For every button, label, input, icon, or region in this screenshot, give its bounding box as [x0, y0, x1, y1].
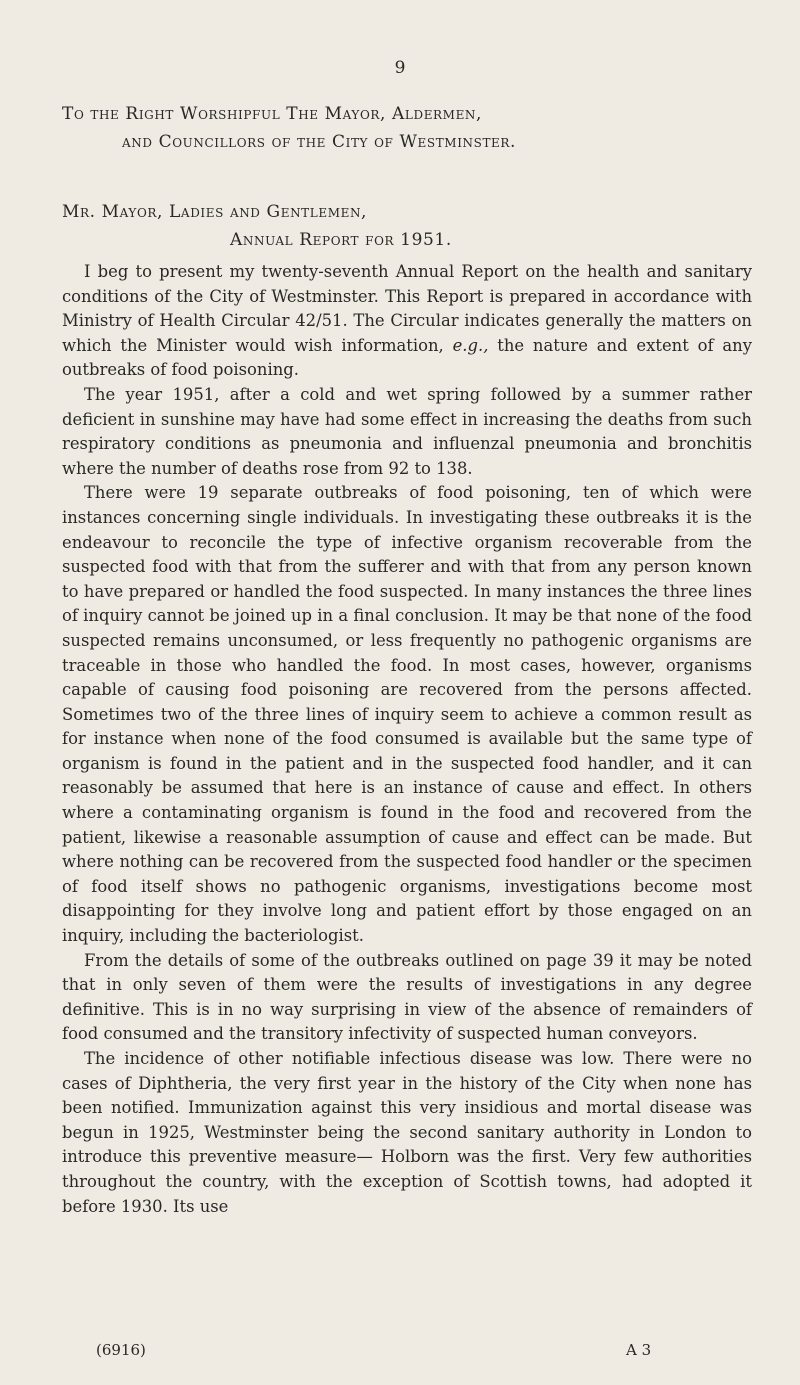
- paragraph-introduction: [62, 260, 752, 383]
- paragraph-respiratory-deaths: The year 1951, after a cold and wet spring followed by a summer rather deficient in sunshine may have had some effect in increasing the deaths from such respiratory conditions as pneumonia and influenzal pneumonia and bronchitis where the number of deaths rose from 92 to 138.: [62, 384, 752, 478]
- italic-abbreviation: e.g.,: [452, 335, 489, 355]
- paragraph-food-poisoning: There were 19 separate outbreaks of food poisoning, ten of which were instances concerning single individuals. In investigating these outbreaks it is the endeavour to reconcile the type of infective organism recoverable from the suspected food with that from the sufferer and with that from any person known to have prepared or handled the food suspected. In many instances the three lines of inquiry cannot be joined up in a final conclusion. It may be that none of the food suspected remains unconsumed, or less frequently no pathogenic organisms are traceable in those who handled the food. In most cases, however, organisms capable of causing food poisoning are recovered from the persons affected. Sometimes two of the three lines of inquiry seem to achieve a common result as for instance when none of the food consumed is available but the same type of organism is found in the patient and in the suspected food handler, and it can reasonably be assumed that here is an instance of cause and effect. In others where a contaminating organism is found in the food and recovered from the patient, likewise a reasonable assumption of cause and effect can be made. But where nothing can be recovered from the suspected food handler or the specimen of food itself shows no pathogenic organisms, investigations become most disappointing for they involve long and patient effort by those engaged on an inquiry, including the bacteriologist.: [62, 483, 752, 946]
- paragraph-outbreak-details: From the details of some of the outbreaks outlined on page 39 it may be noted that in only seven of them were the results of investigations in any degree definitive. This is in no way surprising in view of the absence of remainders of food consumed and the transitory infectivity of suspected human conveyors.: [62, 950, 752, 1044]
- paragraph-text: I beg to present my twenty-seventh Annual Report on the health and sanitary conditions of the City of Westminster. This Report is prepared in accordance with Ministry of Health Circular 42/51. The Circular indicates generally the matters on which the Minister would wish information,: [62, 262, 752, 355]
- address-heading: [62, 100, 752, 156]
- address-line-2: and Councillors of the City of Westminster.: [122, 132, 517, 152]
- print-code: (6916): [96, 1341, 146, 1359]
- paragraph-infectious-disease: The incidence of other notifiable infectious disease was low. There were no cases of Diphtheria, the very first year in the history of the City when none has been notified. Immunization against this very insidious and mortal disease was begun in 1925, Westminster being the second sanitary authority in London to introduce this preventive measure— Holborn was the first. Very few authorities throughout the country, with the exception of Scottish towns, had adopted it before 1930. Its use: [62, 1049, 752, 1216]
- page-number: 9: [394, 58, 406, 78]
- report-title: Annual Report for 1951.: [230, 230, 452, 250]
- address-line-1: To the Right Worshipful The Mayor, Aldermen,: [62, 104, 483, 124]
- signature-mark: A 3: [626, 1341, 652, 1359]
- salutation: Mr. Mayor, Ladies and Gentlemen,: [62, 202, 368, 222]
- paragraph-text: the nature and extent of any outbreaks of food poisoning.: [62, 335, 752, 380]
- report-body: [62, 260, 752, 1219]
